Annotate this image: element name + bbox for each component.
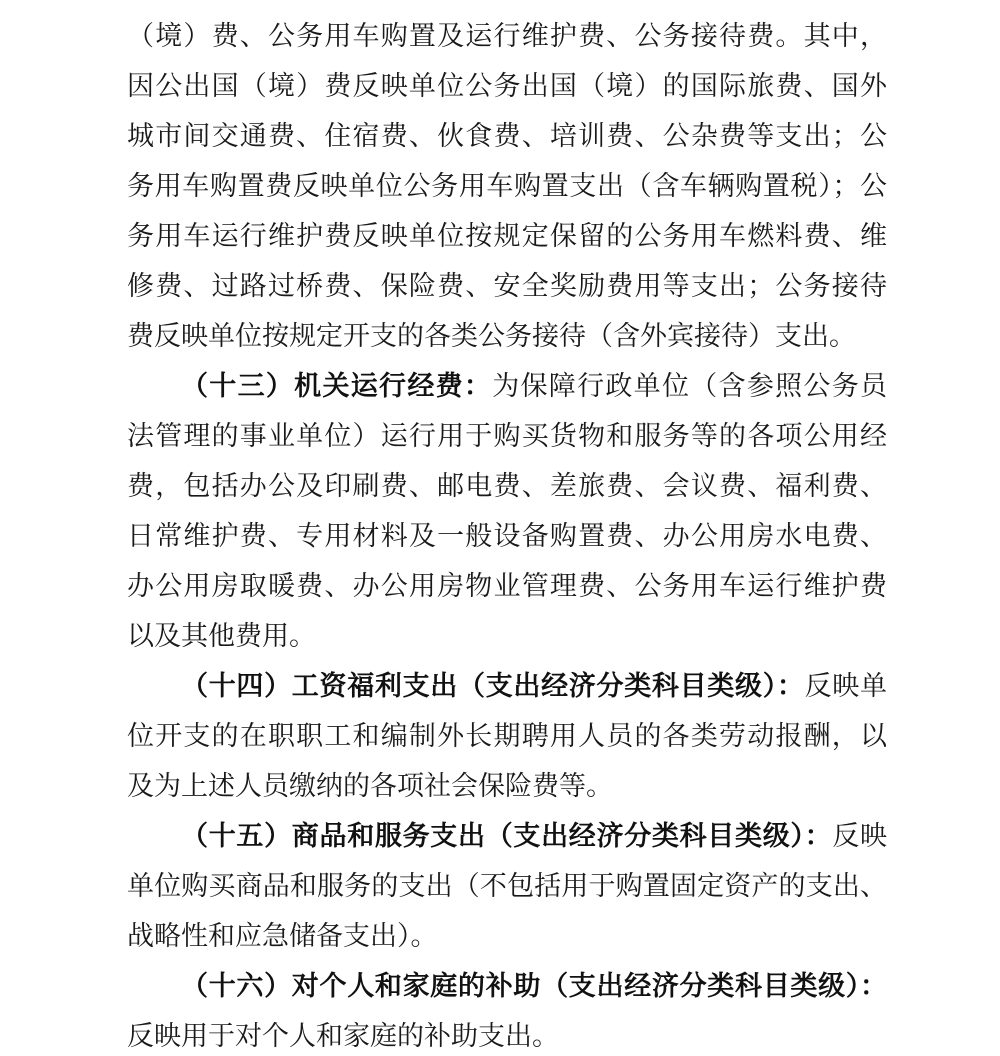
text-run: （境）费、公务用车购置及运行维护费、公务接待费。其中， [127,21,887,51]
text-line [127,361,887,411]
text-line [127,161,887,211]
text-line [127,961,887,1011]
text-line [127,11,887,61]
text-line [127,461,887,511]
text-line [127,61,887,111]
text-line [127,761,887,811]
text-run: 费，包括办公及印刷费、邮电费、差旅费、会议费、福利费、 [127,471,887,501]
text-line [127,261,887,311]
text-run: 因公出国（境）费反映单位公务出国（境）的国际旅费、国外 [127,71,887,101]
section-heading: （十五）商品和服务支出（支出经济分类科目类级）： [181,821,833,851]
text-run: 费反映单位按规定开支的各类公务接待（含外宾接待）支出。 [127,321,856,351]
text-run: 反映单 [804,671,887,701]
text-run: 反映用于对个人和家庭的补助支出。 [127,1021,559,1051]
text-line [127,861,887,911]
text-line [127,1011,887,1056]
text-run: 城市间交通费、住宿费、伙食费、培训费、公杂费等支出；公 [127,121,887,151]
text-run: 办公用房取暖费、办公用房物业管理费、公务用车运行维护费 [127,571,887,601]
text-line [127,661,887,711]
text-run: 战略性和应急储备支出）。 [127,921,438,951]
section-heading: （十六）对个人和家庭的补助（支出经济分类科目类级）： [181,971,887,1001]
text-run: 修费、过路过桥费、保险费、安全奖励费用等支出；公务接待 [127,271,887,301]
text-line [127,811,887,861]
document-text-block [127,11,887,1056]
section-heading: （十四）工资福利支出（支出经济分类科目类级）： [181,671,805,701]
text-line [127,511,887,561]
text-line [127,311,887,361]
text-run: 日常维护费、专用材料及一般设备购置费、办公用房水电费、 [127,521,887,551]
text-line [127,411,887,461]
paragraph [127,11,887,361]
text-line [127,911,887,961]
text-run: 法管理的事业单位）运行用于购买货物和服务等的各项公用经 [127,421,887,451]
paragraph [127,661,887,811]
text-line [127,211,887,261]
text-line [127,711,887,761]
text-run: 反映 [832,821,887,851]
text-line [127,111,887,161]
paragraph [127,811,887,961]
paragraph [127,961,887,1056]
text-line [127,611,887,661]
text-run: 务用车购置费反映单位公务用车购置支出（含车辆购置税）；公 [127,171,887,201]
text-line [127,561,887,611]
text-run: 为保障行政单位（含参照公务员 [492,371,887,401]
text-run: 及为上述人员缴纳的各项社会保险费等。 [127,771,613,801]
text-run: 位开支的在职职工和编制外长期聘用人员的各类劳动报酬，以 [127,721,887,751]
text-run: 务用车运行维护费反映单位按规定保留的公务用车燃料费、维 [127,221,887,251]
text-run: 单位购买商品和服务的支出（不包括用于购置固定资产的支出、 [127,871,887,901]
section-heading: （十三）机关运行经费： [181,371,493,401]
paragraph [127,361,887,661]
text-run: 以及其他费用。 [127,621,316,651]
